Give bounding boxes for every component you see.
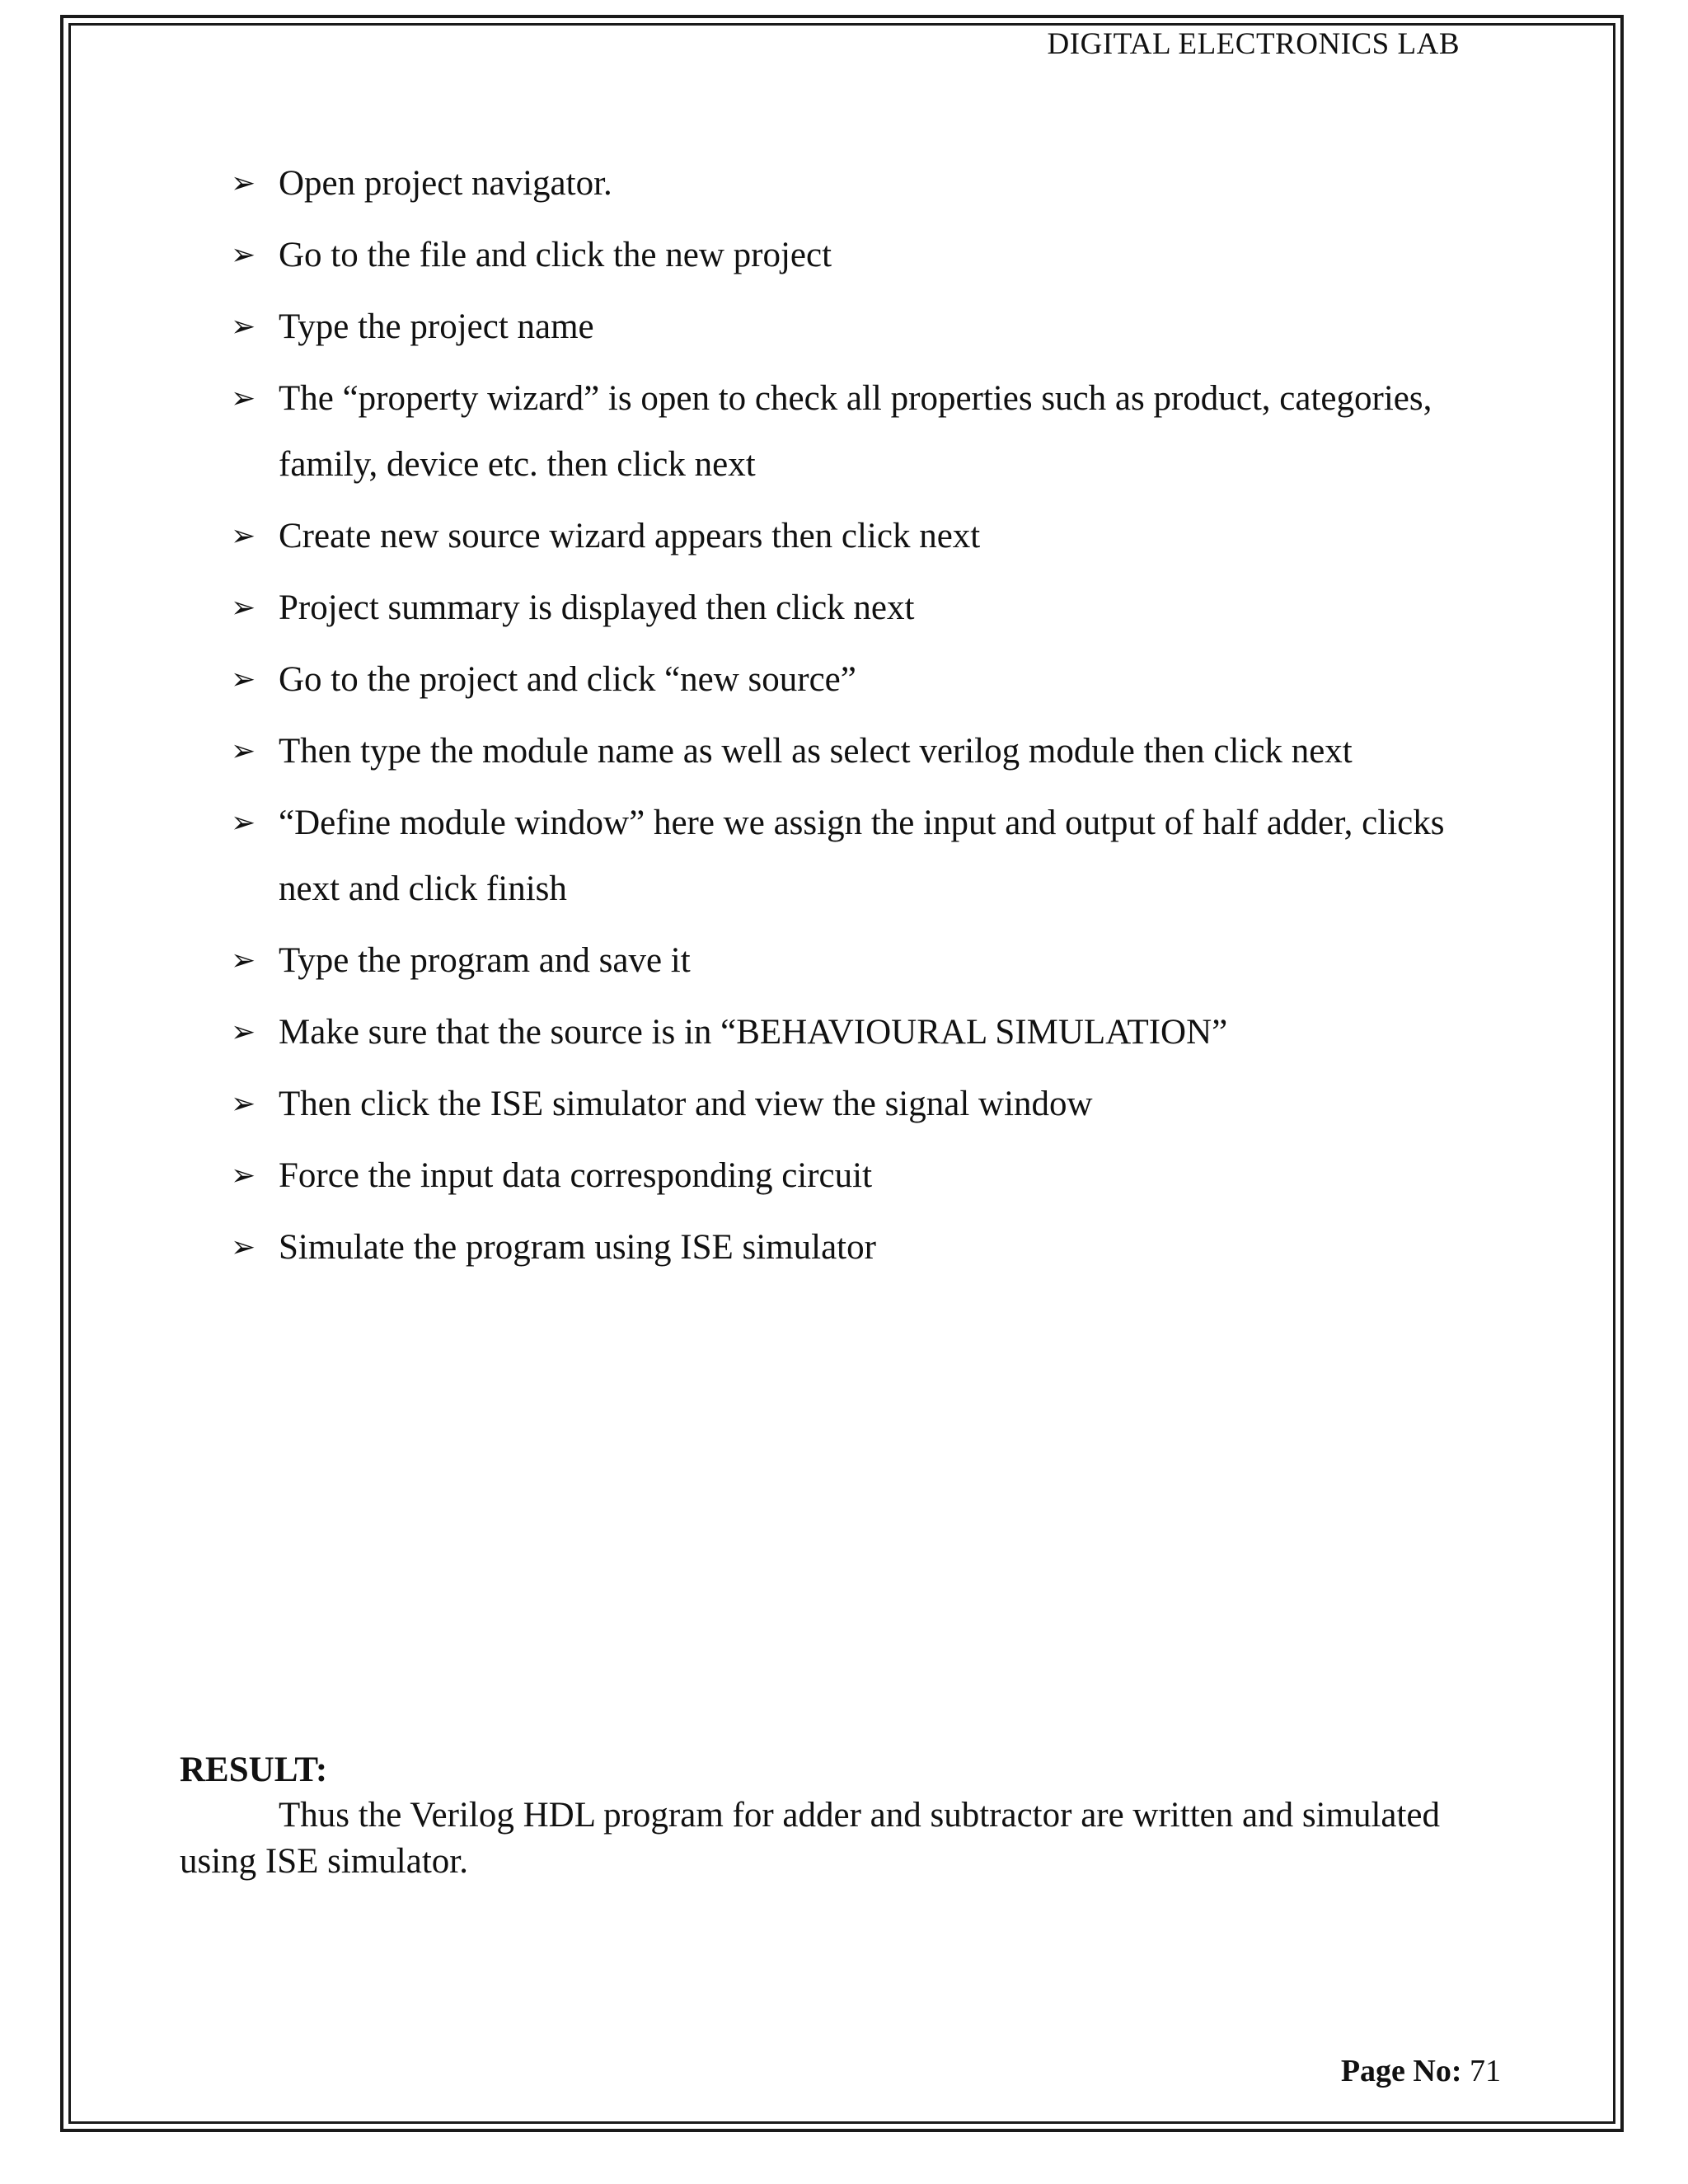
- procedure-step-9: [227, 790, 1512, 922]
- arrowhead-bullet-icon: ➢: [231, 310, 256, 344]
- arrowhead-bullet-icon: ➢: [231, 1015, 256, 1049]
- procedure-step-5: [227, 504, 1512, 569]
- page-number-label: Page No:: [1340, 2054, 1462, 2088]
- result-text: Thus the Verilog HDL program for adder and subtractor are written and simulated using ISE simulator.: [180, 1796, 1441, 1881]
- arrowhead-bullet-icon: ➢: [231, 166, 256, 200]
- procedure-step-10: [227, 928, 1512, 994]
- arrowhead-bullet-icon: ➢: [231, 734, 256, 768]
- step-text: Go to the file and click the new project: [279, 236, 832, 274]
- step-text: Open project navigator.: [279, 164, 612, 203]
- arrowhead-bullet-icon: ➢: [231, 238, 256, 272]
- procedure-step-13: [227, 1143, 1512, 1209]
- step-text: Simulate the program using ISE simulator: [279, 1228, 876, 1267]
- procedure-step-12: [227, 1071, 1512, 1137]
- step-text: Force the input data corresponding circuit: [279, 1156, 873, 1195]
- procedure-step-3: [227, 294, 1512, 360]
- page-number: [1341, 2050, 1501, 2093]
- arrowhead-bullet-icon: ➢: [231, 519, 256, 553]
- arrowhead-bullet-icon: ➢: [231, 663, 256, 696]
- arrowhead-bullet-icon: ➢: [231, 1230, 256, 1264]
- arrowhead-bullet-icon: ➢: [231, 944, 256, 977]
- arrowhead-bullet-icon: ➢: [231, 1159, 256, 1193]
- page-number-value: 71: [1470, 2054, 1501, 2088]
- arrowhead-bullet-icon: ➢: [231, 591, 256, 625]
- step-text: Then click the ISE simulator and view the signal window: [279, 1085, 1093, 1123]
- step-text: Create new source wizard appears then click next: [279, 517, 981, 555]
- step-text: “Define module window” here we assign the input and output of half adder, clicks next and click finish: [279, 804, 1445, 908]
- arrowhead-bullet-icon: ➢: [231, 382, 256, 415]
- procedure-step-11: [227, 1000, 1512, 1066]
- step-text: Make sure that the source is in “BEHAVIOURAL SIMULATION”: [279, 1013, 1228, 1052]
- procedure-step-2: [227, 223, 1512, 288]
- step-text: Project summary is displayed then click next: [279, 588, 915, 627]
- procedure-step-8: [227, 719, 1512, 785]
- arrowhead-bullet-icon: ➢: [231, 806, 256, 840]
- step-text: Type the program and save it: [279, 941, 691, 980]
- procedure-step-14: [227, 1215, 1512, 1281]
- step-text: The “property wizard” is open to check all properties such as product, categories, family, device etc. then click next: [279, 379, 1432, 484]
- result-heading: RESULT:: [180, 1750, 328, 1789]
- page-header: DIGITAL ELECTRONICS LAB: [1047, 27, 1460, 61]
- step-text: Then type the module name as well as select verilog module then click next: [279, 732, 1353, 771]
- procedure-step-4: [227, 366, 1512, 498]
- procedure-step-7: [227, 647, 1512, 713]
- procedure-steps: [227, 151, 1512, 1286]
- procedure-step-6: [227, 575, 1512, 641]
- procedure-step-1: [227, 151, 1512, 217]
- arrowhead-bullet-icon: ➢: [231, 1087, 256, 1121]
- step-text: Go to the project and click “new source”: [279, 660, 856, 699]
- step-text: Type the project name: [279, 307, 594, 346]
